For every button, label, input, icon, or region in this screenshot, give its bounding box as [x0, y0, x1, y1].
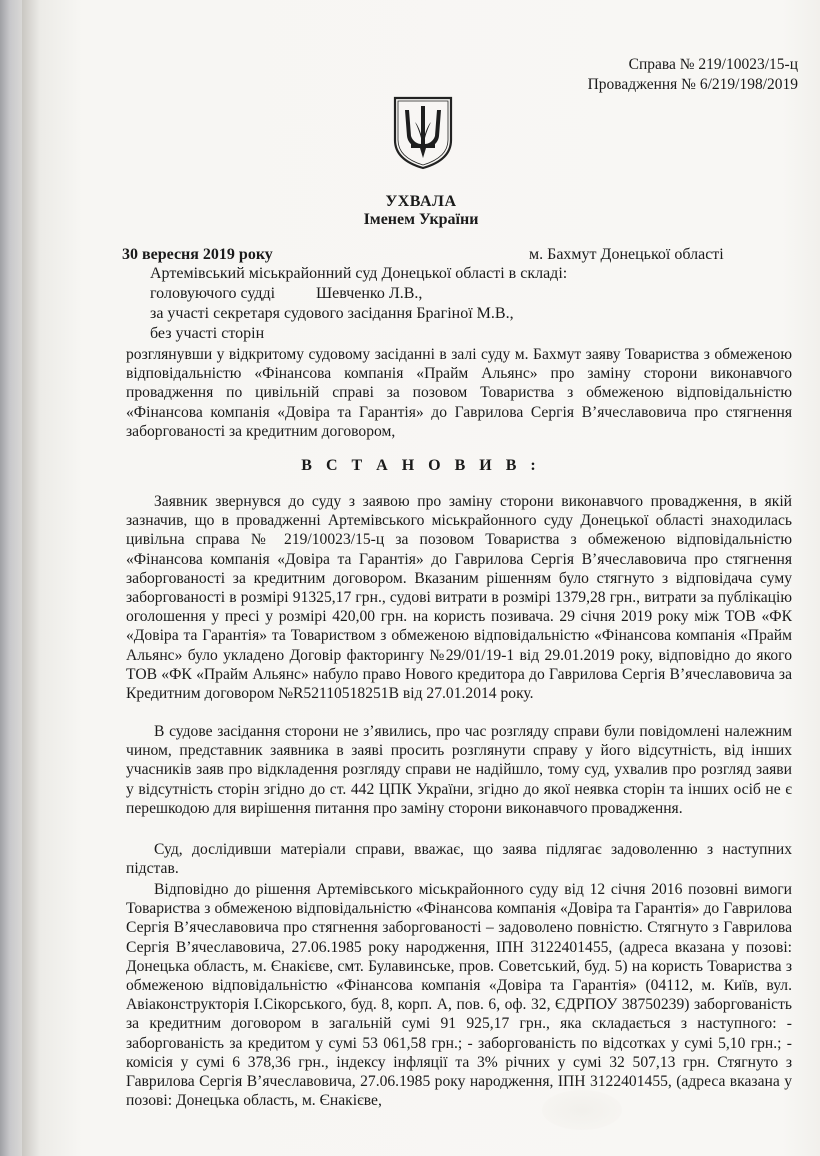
document-page: [22, 0, 820, 1156]
body-paragraph: В судове засідання сторони не з’явились, про час розгляду справи були повідомлені належним чином, представник заявника в заяві просить розглянути справу у його відсутність, від інших учасників заяв про відкладення розгляду справи не надійшло, тому суд, ухвалив про розгляд заяви у відсутність сторін згідно до ст. 442 ЦПК України, згідно до якої неявка сторін та інших осіб не є перешкодою для вирішення питання про заміну сторони виконавчого провадження.: [126, 723, 792, 817]
decision-city: м. Бахмут Донецької області: [529, 246, 724, 263]
trident-coat-of-arms-icon: [391, 94, 455, 170]
document-title: УХВАЛА: [385, 193, 457, 210]
court-composition: Артемівський міськрайонний суд Донецької області в складі:: [150, 265, 568, 282]
parties-line: без участі сторін: [150, 325, 265, 342]
section-heading: В С Т А Н О В И В :: [301, 457, 541, 474]
intro-paragraph: розглянувши у відкритому судовому засіданні в залі суду м. Бахмут заяву Товариства з обмеженою відповідальністю «Фінансова компанія «Прайм Альянс» про заміну сторони виконавчого провадження по цивільній справі за позовом Товариства з обмеженою відповідальністю «Фінансова компанія «Довіра та Гарантія» до Гаврилова Сергія В’ячеславовича про стягнення заборгованості за кредитним договором,: [126, 346, 792, 440]
proceeding-number: Провадження № 6/219/198/2019: [587, 76, 798, 93]
scan-binding-edge: [0, 0, 22, 1156]
body-paragraph: Відповідно до рішення Артемівського міськрайонного суду від 12 січня 2016 позовні вимоги Товариства з обмеженою відповідальністю «Фінансова компанія «Довіра та Гарантія» до Гаврилова Сергія В’ячеславовича про стягнення заборгованості – задоволено повністю. Стягнуто з Гаврилова Сергія В’ячеславовича, 27.06.1985 року народження, ІПН 3122401455, (адреса вказана у позові: Донецька область, м. Єнакієве, смт. Булавинське, пров. Советський, буд. 5) на користь Товариства з обмеженою відповідальністю «Фінансова компанія «Довіра та Гарантія» (04112, м. Київ, вул. Авіаконструкторія І.Сікорського, буд. 8, корп. А, пов. 6, оф. 32, ЄДРПОУ 38750239) заборгованість за кредитним договором в загальній сумі 91 925,17 грн., яка складається з наступного: - заборгованість за кредитом у сумі 53 061,58 грн.; - заборгованість по відсотках у сумі 5,10 грн.; - комісія у сумі 6 378,36 грн., індексу інфляції та 3% річних у сумі 32 507,13 грн. Стягнуто з Гаврилова Сергія В’ячеславовича, 27.06.1985 року народження, ІПН 3122401455, (адреса вказана у позові: Донецька область, м. Єнакієве,: [126, 881, 792, 1110]
judge-name: Шевченко Л.В.,: [316, 285, 423, 302]
secretary-line: за участі секретаря судового засідання Брагіної М.В.,: [150, 305, 514, 322]
decision-date: 30 вересня 2019 року: [122, 246, 273, 263]
document-subtitle: Іменем України: [363, 211, 479, 228]
body-paragraph: Суд, дослідивши матеріали справи, вважає, що заява підлягає задоволенню з наступних підстав.: [126, 841, 792, 878]
judge-label: головуючого судді: [150, 285, 276, 302]
case-number: Справа № 219/10023/15-ц: [628, 56, 798, 73]
body-paragraph: Заявник звернувся до суду з заявою про заміну сторони виконавчого провадження, в якій зазначив, що в провадженні Артемівського міськрайонного суду Донецької області знаходилась цивільна справа № 219/10023/15-ц за позовом Товариства з обмеженою відповідальністю «Фінансова компанія «Довіра та Гарантія» до Гаврилова Сергія В’ячеславовича про стягнення заборгованості за кредитним договором. Вказаним рішенням було стягнуто з відповідача суму заборгованості в розмірі 91325,17 грн., судові витрати в розмірі 1379,28 грн., витрати за публікацію оголошення у пресі у розмірі 420,00 грн. на користь позивача. 29 січня 2019 року між ТОВ «ФК «Довіра та Гарантія» та Товариством з обмеженою відповідальністю «Фінансова компанія «Прайм Альянс» було укладено Договір факторингу №29/01/19-1 від 29.01.2019 року, відповідно до якого ТОВ «ФК «Прайм Альянс» набуло право Нового кредитора до Гаврилова Сергія В’ячеславовича за Кредитним договором №R52110518251B від 27.01.2014 року.: [126, 493, 792, 703]
